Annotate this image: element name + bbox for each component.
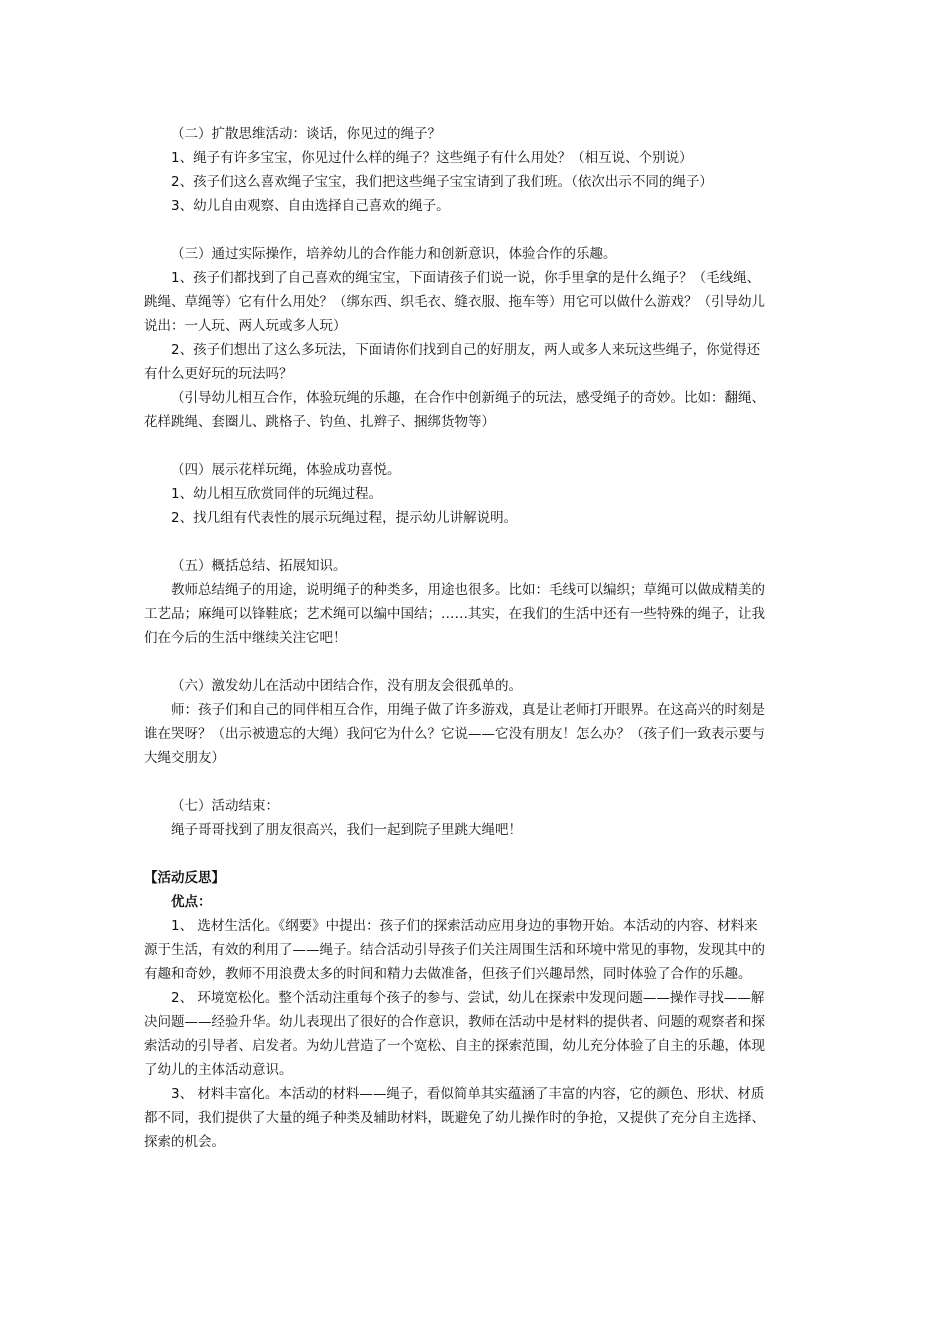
section-2-item: 1、绳子有许多宝宝，你见过什么样的绳子？这些绳子有什么用处？（相互说、个别说） bbox=[171, 150, 693, 166]
section-3-paragraph-line: 有什么更好玩的玩法吗？ bbox=[144, 366, 293, 382]
section-6-paragraph-line: 谁在哭呀？（出示被遗忘的大绳）我问它为什么？它说——它没有朋友！怎么办？（孩子们一致表示要与 bbox=[144, 726, 765, 742]
reflection-subtitle: 优点： bbox=[171, 894, 212, 910]
section-5-heading: （五）概括总结、拓展知识。 bbox=[171, 558, 347, 574]
section-5-paragraph-line: 工艺品；麻绳可以锋鞋底；艺术绳可以编中国结；……其实，在我们的生活中还有一些特殊的绳子，让我 bbox=[144, 606, 765, 622]
reflection-paragraph-line: 1、 选材生活化。《纲要》中提出：孩子们的探索活动应用身边的事物开始。本活动的内容、材料来 bbox=[171, 918, 758, 934]
document-body bbox=[144, 122, 812, 1154]
section-2-item: 3、幼儿自由观察、自由选择自己喜欢的绳子。 bbox=[171, 198, 450, 214]
reflection-paragraph-line: 探索的机会。 bbox=[144, 1134, 225, 1150]
reflection-paragraph-line: 索活动的引导者、启发者。为幼儿营造了一个宽松、自主的探索范围，幼儿充分体验了自主的乐趣，体现 bbox=[144, 1038, 765, 1054]
section-2-item: 2、孩子们这么喜欢绳子宝宝，我们把这些绳子宝宝请到了我们班。（依次出示不同的绳子） bbox=[171, 174, 713, 190]
section-3-paragraph-line: 2、孩子们想出了这么多玩法，下面请你们找到自己的好朋友，两人或多人来玩这些绳子，你觉得还 bbox=[171, 342, 761, 358]
section-7-line: 绳子哥哥找到了朋友很高兴，我们一起到院子里跳大绳吧！ bbox=[171, 822, 522, 838]
section-6-paragraph-line: 大绳交朋友） bbox=[144, 750, 225, 766]
section-4-item: 2、找几组有代表性的展示玩绳过程，提示幼儿讲解说明。 bbox=[171, 510, 518, 526]
section-3-paragraph-line: 花样跳绳、套圈儿、跳格子、钓鱼、扎辫子、捆绑货物等） bbox=[144, 414, 495, 430]
section-5-paragraph-line: 们在今后的生活中继续关注它吧！ bbox=[144, 630, 347, 646]
reflection-paragraph-line: 2、 环境宽松化。整个活动注重每个孩子的参与、尝试，幼儿在探索中发现问题——操作寻找——解 bbox=[171, 990, 765, 1006]
reflection-paragraph-line: 决问题——经验升华。幼儿表现出了很好的合作意识，教师在活动中是材料的提供者、问题的观察者和探 bbox=[144, 1014, 765, 1030]
section-6-heading: （六）激发幼儿在活动中团结合作，没有朋友会很孤单的。 bbox=[171, 678, 522, 694]
section-5-paragraph-line: 教师总结绳子的用途，说明绳子的种类多，用途也很多。比如：毛线可以编织；草绳可以做成精美的 bbox=[171, 582, 765, 598]
section-3-paragraph-line: 1、孩子们都找到了自己喜欢的绳宝宝，下面请孩子们说一说，你手里拿的是什么绳子？（毛线绳、 bbox=[171, 270, 761, 286]
section-3-paragraph-line: （引导幼儿相互合作，体验玩绳的乐趣，在合作中创新绳子的玩法，感受绳子的奇妙。比如：翻绳、 bbox=[171, 390, 765, 406]
reflection-paragraph-line: 3、 材料丰富化。本活动的材料——绳子，看似简单其实蕴涵了丰富的内容，它的颜色、形状、材质 bbox=[171, 1086, 765, 1102]
section-6-paragraph-line: 师：孩子们和自己的同伴相互合作，用绳子做了许多游戏，真是让老师打开眼界。在这高兴的时刻是 bbox=[171, 702, 765, 718]
reflection-paragraph-line: 都不同，我们提供了大量的绳子种类及辅助材料，既避免了幼儿操作时的争抢，又提供了充分自主选择、 bbox=[144, 1110, 765, 1126]
reflection-title: 【活动反思】 bbox=[144, 870, 225, 886]
section-2-heading: （二）扩散思维活动：谈话，你见过的绳子？ bbox=[171, 126, 441, 142]
section-3-paragraph-line: 跳绳、草绳等）它有什么用处？（绑东西、织毛衣、缝衣服、拖车等）用它可以做什么游戏？（引导幼儿 bbox=[144, 294, 765, 310]
reflection-paragraph-line: 有趣和奇妙，教师不用浪费太多的时间和精力去做准备，但孩子们兴趣昂然，同时体验了合作的乐趣。 bbox=[144, 966, 752, 982]
section-7-heading: （七）活动结束： bbox=[171, 798, 279, 814]
reflection-paragraph-line: 了幼儿的主体活动意识。 bbox=[144, 1062, 293, 1078]
section-4-item: 1、幼儿相互欣赏同伴的玩绳过程。 bbox=[171, 486, 383, 502]
section-3-heading: （三）通过实际操作，培养幼儿的合作能力和创新意识，体验合作的乐趣。 bbox=[171, 246, 617, 262]
section-3-paragraph-line: 说出：一人玩、两人玩或多人玩） bbox=[144, 318, 347, 334]
reflection-paragraph-line: 源于生活，有效的利用了——绳子。结合活动引导孩子们关注周围生活和环境中常见的事物，发现其中的 bbox=[144, 942, 765, 958]
section-4-heading: （四）展示花样玩绳，体验成功喜悦。 bbox=[171, 462, 401, 478]
